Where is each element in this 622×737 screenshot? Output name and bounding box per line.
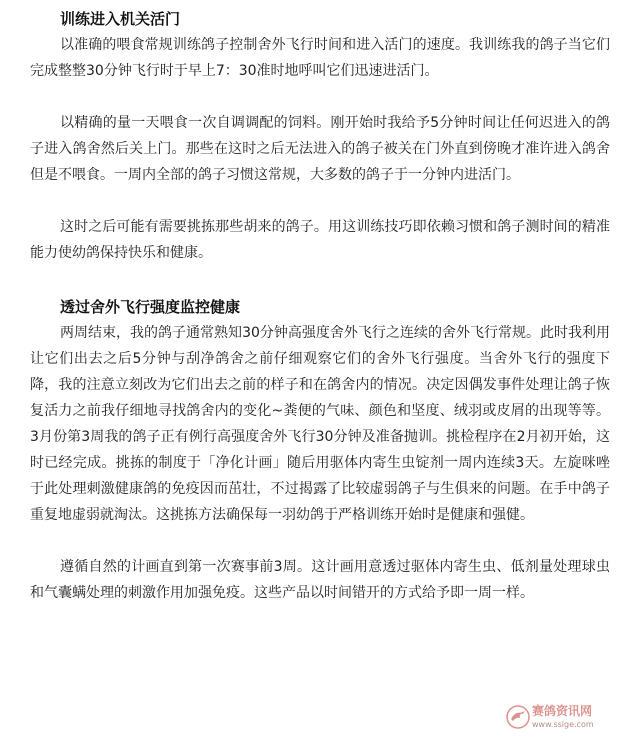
pigeon-logo-icon xyxy=(506,705,530,729)
section-spacer xyxy=(30,266,610,294)
paragraph-2-1: 两周结束，我的鸽子通常熟知30分钟高强度舍外飞行之连续的舍外飞行常规。此时我利用让它们出去之后5分钟与刮净鸽舍之前仔细观察它们的舍外飞行强度。当舍外飞行的强度下降，我的注意立刻改为它们出去之前的样子和在鸽舍内的情况。决定因偶发事件处理让鸽子恢复活力之前我仔细地寻找鸽舍内的变化~粪便的气味、颜色和坚度、绒羽或皮屑的出现等等。3月份第3周我的鸽子正有例行高强度舍外飞行30分钟及准备抛训。挑检程序在2月初开始，这时已经完成。挑拣的制度于「净化计画」随后用驱体内寄生虫锭剂一周内连续3天。左旋咪唑于此处理刺激健康鸽的免疫因而茁壮，不过揭露了比较虚弱鸽子与生俱来的问题。在手中鸽子重复地虚弱就淘汰。这挑拣方法确保每一羽幼鸽于严格训练开始时是健康和强健。 xyxy=(30,325,610,523)
paragraph-1-3: 这时之后可能有需要挑拣那些胡来的鸽子。用这训练技巧即依赖习惯和鸽子测时间的精准能力使幼鸽保持快乐和健康。 xyxy=(30,219,610,261)
paragraph-2-2: 遵循自然的计画直到第一次赛事前3周。这计画用意透过驱体内寄生虫、低剂量处理球虫和气囊螨处理的刺激作用加强免疫。这些产品以时间错开的方式给予即一周一样。 xyxy=(30,559,610,601)
paragraph-1-2: 以精确的量一天喂食一次自调调配的饲料。刚开始时我给予5分钟时间让任何迟进入的鸽子进入鸽舍然后关上门。那些在这时之后无法进入的鸽子被关在门外直到傍晚才准许进入鸽舍但是不喂食。一周内全部的鸽子习惯这常规，大多数的鸽子于一分钟内进活门。 xyxy=(30,115,610,183)
watermark-name: 赛鸽资讯网 xyxy=(532,704,593,718)
paragraph-spacer xyxy=(30,84,610,110)
paragraph-1-1: 以准确的喂食常规训练鸽子控制舍外飞行时间和进入活门的速度。我训练我的鸽子当它们完成整整30分钟飞行时于早上7：30准时地呼叫它们迅速进活门。 xyxy=(30,37,610,79)
section-heading-1: 训练进入机关活门 xyxy=(60,10,181,28)
watermark-url: www.ssige.com xyxy=(532,720,594,729)
section-heading-2: 透过舍外飞行强度监控健康 xyxy=(60,298,241,316)
site-watermark xyxy=(506,703,616,733)
paragraph-spacer xyxy=(30,188,610,214)
paragraph-spacer xyxy=(30,528,610,554)
